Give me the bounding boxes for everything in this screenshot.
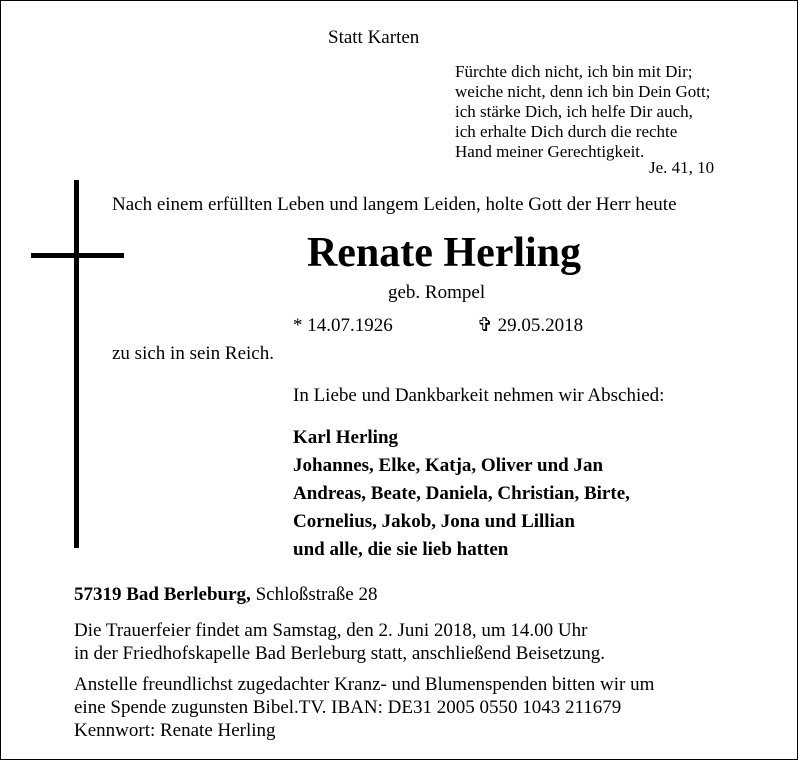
closing-text: zu sich in sein Reich. xyxy=(112,343,274,364)
mourner-line: Cornelius, Jakob, Jona und Lillian xyxy=(293,511,575,532)
mourner-line: Andreas, Beate, Daniela, Christian, Birte, xyxy=(293,483,630,504)
verse-line: ich stärke Dich, ich helfe Dir auch, xyxy=(455,102,693,121)
deceased-name: Renate Herling xyxy=(306,230,582,276)
farewell-text: In Liebe und Dankbarkeit nehmen wir Abschied: xyxy=(293,385,665,406)
donation-line: eine Spende zugunsten Bibel.TV. IBAN: DE31 2005 0550 1043 211679 xyxy=(74,697,622,718)
bible-verse xyxy=(455,62,710,162)
verse-line: Hand meiner Gerechtigkeit. xyxy=(455,142,645,161)
intro-text: Nach einem erfüllten Leben und langem Leiden, holte Gott der Herr heute xyxy=(112,194,677,215)
address-line xyxy=(74,583,377,606)
funeral-line: Die Trauerfeier findet am Samstag, den 2. Juni 2018, um 14.00 Uhr xyxy=(74,620,588,641)
mourners-list xyxy=(293,424,630,564)
maiden-name: geb. Rompel xyxy=(388,282,486,303)
donation-info xyxy=(74,673,654,742)
donation-line: Kennwort: Renate Herling xyxy=(74,720,276,741)
verse-line: weiche nicht, denn ich bin Dein Gott; xyxy=(455,82,711,101)
mourner-line: und alle, die sie lieb hatten xyxy=(293,539,509,560)
mourner-line: Johannes, Elke, Katja, Oliver und Jan xyxy=(293,455,604,476)
verse-line: Fürchte dich nicht, ich bin mit Dir; xyxy=(455,62,693,81)
mourner-line: Karl Herling xyxy=(293,427,399,448)
donation-line: Anstelle freundlichst zugedachter Kranz- und Blumenspenden bitten wir um xyxy=(74,674,655,695)
address-city: 57319 Bad Berleburg, xyxy=(74,584,251,605)
funeral-info xyxy=(74,619,605,665)
birth-date: * 14.07.1926 xyxy=(293,315,393,336)
funeral-line: in der Friedhofskapelle Bad Berleburg statt, anschließend Beisetzung. xyxy=(74,643,605,664)
statt-karten-label: Statt Karten xyxy=(328,27,420,48)
verse-line: ich erhalte Dich durch die rechte xyxy=(455,122,678,141)
verse-reference: Je. 41, 10 xyxy=(649,158,715,177)
death-date: ✞ 29.05.2018 xyxy=(477,315,584,336)
address-street: Schloßstraße 28 xyxy=(250,584,378,605)
